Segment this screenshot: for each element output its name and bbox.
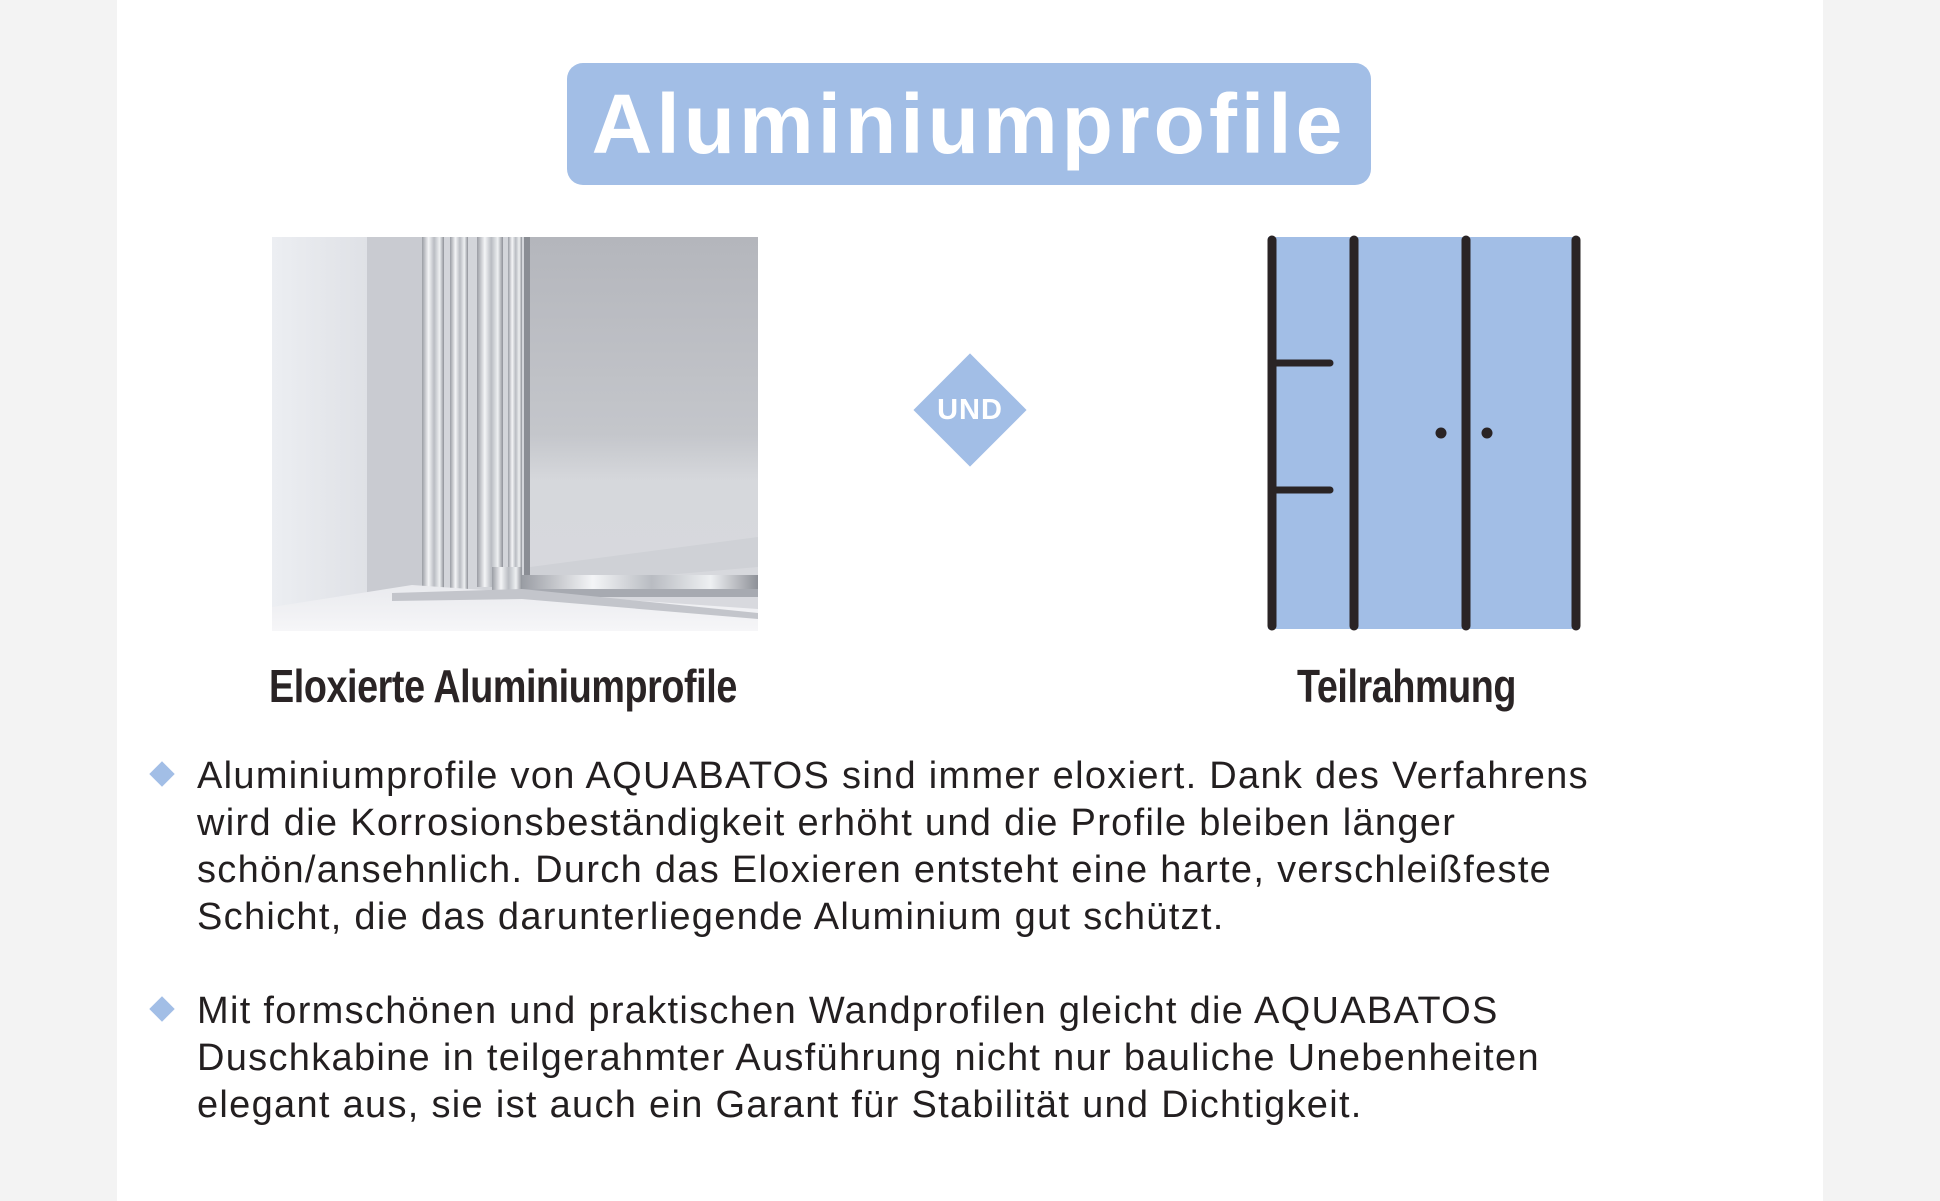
caption-partial-frame: Teilrahmung xyxy=(1297,660,1517,712)
bullet-diamond-icon xyxy=(149,996,174,1021)
title-banner xyxy=(567,63,1371,185)
caption-anodized-profiles: Eloxierte Aluminiumprofile xyxy=(269,660,737,712)
aluminium-profile-photo xyxy=(272,237,758,631)
profile-photo-illustration xyxy=(272,237,758,631)
bullet-text: Aluminiumprofile von AQUABATOS sind immer eloxiert. Dank des Verfahrens wird die Korrosionsbeständigkeit erhöht und die Profile bleiben länger schön/ansehnlich. Durch das Eloxieren entsteht eine harte, verschleißfeste Schicht, die das darunterliegende Aluminium gut schützt. xyxy=(197,755,1589,938)
page-title: Aluminiumprofile xyxy=(591,77,1347,171)
shower-frame-illustration xyxy=(1265,232,1605,636)
und-connector xyxy=(913,353,1027,467)
connector-label: UND xyxy=(937,393,1003,426)
bullet-text: Mit formschönen und praktischen Wandprofilen gleicht die AQUABATOS Duschkabine in teilgerahmter Ausführung nicht nur bauliche Unebenheiten elegant aus, sie ist auch ein Garant für Stabilität und Dichtigkeit. xyxy=(197,990,1540,1126)
partial-frame-diagram xyxy=(1265,232,1605,636)
page xyxy=(117,0,1823,1201)
bullet-diamond-icon xyxy=(149,761,174,786)
